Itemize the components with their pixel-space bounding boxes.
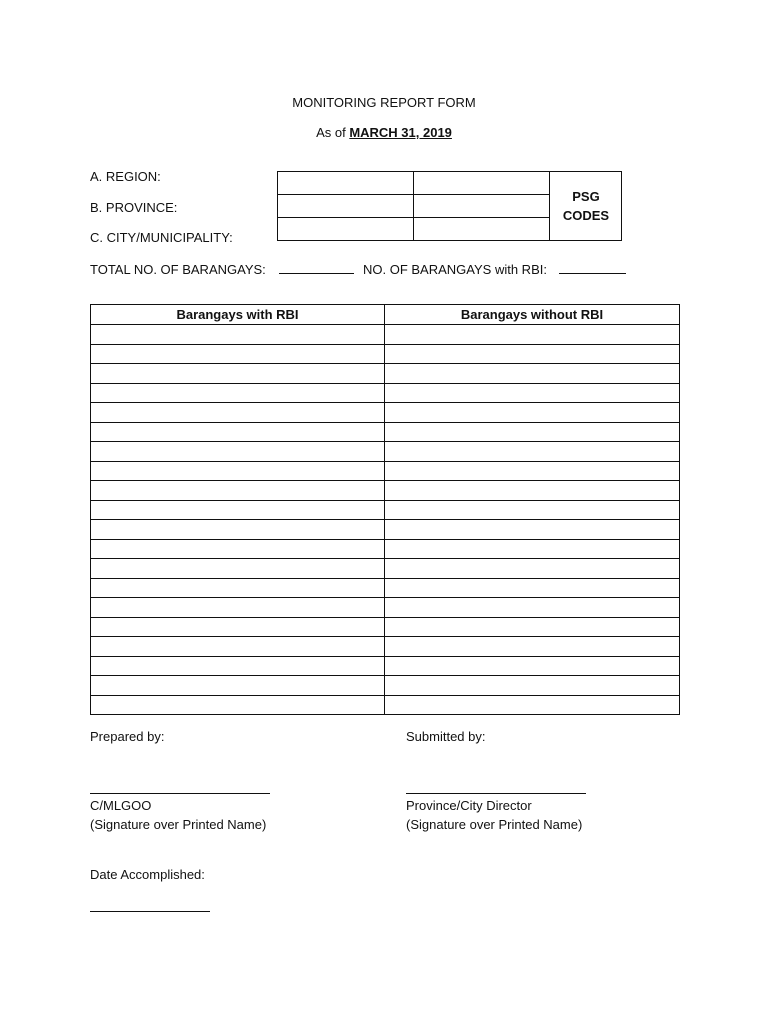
without-rbi-cell bbox=[385, 695, 680, 715]
with-rbi-cell bbox=[91, 656, 385, 676]
without-rbi-cell bbox=[385, 676, 680, 696]
province-label: B. PROVINCE: bbox=[90, 200, 178, 215]
table-row bbox=[91, 559, 680, 579]
barangays-with-rbi-blank bbox=[559, 261, 626, 274]
without-rbi-cell bbox=[385, 559, 680, 579]
total-barangays-field bbox=[90, 261, 354, 278]
header-without-rbi: Barangays without RBI bbox=[385, 305, 680, 325]
with-rbi-cell bbox=[91, 442, 385, 462]
preparer-signature-line bbox=[90, 793, 270, 794]
without-rbi-cell bbox=[385, 500, 680, 520]
without-rbi-cell bbox=[385, 520, 680, 540]
without-rbi-cell bbox=[385, 383, 680, 403]
barangays-with-rbi-label: NO. OF BARANGAYS with RBI: bbox=[363, 262, 547, 277]
city-municipality-label: C. CITY/MUNICIPALITY: bbox=[90, 230, 233, 245]
without-rbi-cell bbox=[385, 364, 680, 384]
psg-label-line1: PSG bbox=[572, 189, 600, 204]
submitted-by-label: Submitted by: bbox=[406, 729, 486, 744]
table-row bbox=[91, 598, 680, 618]
with-rbi-cell bbox=[91, 578, 385, 598]
preparer-title: C/MLGOO bbox=[90, 798, 152, 813]
as-of-prefix: As of bbox=[316, 125, 346, 140]
with-rbi-cell bbox=[91, 676, 385, 696]
header-with-rbi: Barangays with RBI bbox=[91, 305, 385, 325]
with-rbi-cell bbox=[91, 481, 385, 501]
table-row bbox=[91, 403, 680, 423]
table-row bbox=[91, 364, 680, 384]
table-row bbox=[91, 344, 680, 364]
without-rbi-cell bbox=[385, 539, 680, 559]
without-rbi-cell bbox=[385, 461, 680, 481]
table-row bbox=[91, 637, 680, 657]
table-body bbox=[91, 325, 680, 715]
barangay-table bbox=[90, 304, 680, 715]
total-barangays-label: TOTAL NO. OF BARANGAYS: bbox=[90, 262, 266, 277]
table-row bbox=[91, 461, 680, 481]
as-of-line bbox=[0, 125, 768, 141]
without-rbi-cell bbox=[385, 578, 680, 598]
table-row bbox=[91, 442, 680, 462]
table-row bbox=[91, 481, 680, 501]
submitter-signature-line bbox=[406, 793, 586, 794]
with-rbi-cell bbox=[91, 598, 385, 618]
table-row bbox=[91, 500, 680, 520]
as-of-date: MARCH 31, 2019 bbox=[349, 125, 452, 140]
table-row bbox=[91, 578, 680, 598]
with-rbi-cell bbox=[91, 500, 385, 520]
form-title: MONITORING REPORT FORM bbox=[292, 95, 476, 110]
psg-codes-label bbox=[550, 172, 622, 240]
with-rbi-cell bbox=[91, 539, 385, 559]
without-rbi-cell bbox=[385, 481, 680, 501]
with-rbi-cell bbox=[91, 559, 385, 579]
with-rbi-cell bbox=[91, 344, 385, 364]
total-barangays-blank bbox=[279, 261, 354, 274]
table-row bbox=[91, 676, 680, 696]
with-rbi-cell bbox=[91, 383, 385, 403]
submitter-title: Province/City Director bbox=[406, 798, 532, 813]
with-rbi-cell bbox=[91, 637, 385, 657]
date-accomplished-line bbox=[90, 911, 210, 912]
with-rbi-cell bbox=[91, 325, 385, 345]
table-header-row bbox=[91, 305, 680, 325]
table-row bbox=[91, 617, 680, 637]
psg-label-line2: CODES bbox=[562, 208, 610, 223]
table-row bbox=[91, 325, 680, 345]
with-rbi-cell bbox=[91, 695, 385, 715]
with-rbi-cell bbox=[91, 403, 385, 423]
without-rbi-cell bbox=[385, 344, 680, 364]
table-row bbox=[91, 422, 680, 442]
submitter-note: (Signature over Printed Name) bbox=[406, 817, 583, 832]
barangays-with-rbi-field bbox=[363, 261, 626, 278]
date-accomplished-label: Date Accomplished: bbox=[90, 867, 205, 882]
psg-grid-divider bbox=[413, 172, 414, 240]
preparer-note: (Signature over Printed Name) bbox=[90, 817, 267, 832]
table-row bbox=[91, 656, 680, 676]
table-row bbox=[91, 695, 680, 715]
table-row bbox=[91, 539, 680, 559]
without-rbi-cell bbox=[385, 656, 680, 676]
psg-grid-divider bbox=[278, 194, 549, 195]
with-rbi-cell bbox=[91, 520, 385, 540]
region-label: A. REGION: bbox=[90, 169, 161, 184]
psg-grid-divider bbox=[278, 217, 549, 218]
table-row bbox=[91, 383, 680, 403]
with-rbi-cell bbox=[91, 461, 385, 481]
without-rbi-cell bbox=[385, 637, 680, 657]
without-rbi-cell bbox=[385, 422, 680, 442]
with-rbi-cell bbox=[91, 617, 385, 637]
without-rbi-cell bbox=[385, 325, 680, 345]
prepared-by-label: Prepared by: bbox=[90, 729, 165, 744]
without-rbi-cell bbox=[385, 403, 680, 423]
with-rbi-cell bbox=[91, 364, 385, 384]
table-row bbox=[91, 520, 680, 540]
psg-code-grid bbox=[277, 171, 622, 241]
with-rbi-cell bbox=[91, 422, 385, 442]
without-rbi-cell bbox=[385, 617, 680, 637]
without-rbi-cell bbox=[385, 442, 680, 462]
without-rbi-cell bbox=[385, 598, 680, 618]
